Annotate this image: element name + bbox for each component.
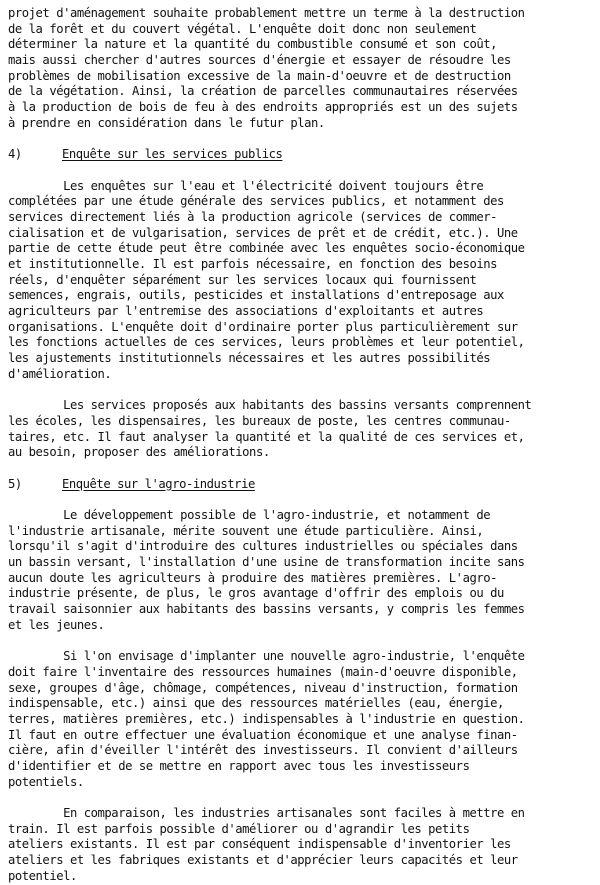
- text-line: d'amélioration.: [8, 366, 112, 381]
- text-line: En comparaison, les industries artisanales sont faciles à mettre en: [8, 806, 525, 821]
- text-line: d'identifier et de se mettre en rapport avec tous les investisseurs: [8, 759, 470, 773]
- text-line: et les jeunes.: [8, 617, 105, 632]
- text-line: doit faire l'inventaire des ressources humaines (main-d'oeuvre disponible,: [8, 664, 518, 679]
- text-line: complétées par une étude générale des services publics, et notamment des: [8, 194, 504, 209]
- text-line: semences, engrais, outils, pesticides et installations d'entreposage aux: [8, 288, 504, 303]
- section-5-paragraph-1: [8, 508, 590, 634]
- section-5-paragraph-2: [8, 649, 590, 790]
- section-4-paragraph-1: [8, 179, 590, 383]
- text-line: les ajustements institutionnels nécessaires et les autres possibilités: [8, 351, 491, 366]
- text-line: cière, afin d'éveiller l'intérêt des investisseurs. Il convient d'ailleurs: [8, 743, 518, 758]
- text-line: partie de cette étude peut être combinée avec les enquêtes socio-économique: [8, 241, 525, 256]
- text-line: train. Il est parfois possible d'améliorer ou d'agrandir les petits: [8, 821, 470, 836]
- text-line: Le développement possible de l'agro-industrie, et notamment de: [8, 508, 491, 522]
- section-number: 5): [8, 476, 22, 491]
- text-line: potentiels.: [8, 774, 84, 789]
- text-line: de la forêt et du couvert végétal. L'enquête doit donc non seulement: [8, 21, 477, 36]
- section-5-paragraph-3: [8, 806, 590, 884]
- text-line: aucun doute les agriculteurs à produire des matières premières. L'agro-: [8, 570, 498, 585]
- spacer: [8, 492, 590, 508]
- text-line: à prendre en considération dans le futur plan.: [8, 115, 325, 130]
- text-line: à la production de bois de feu à des endroits appropriés est un des sujets: [8, 100, 518, 115]
- text-line: un bassin versant, l'installation d'une usine de transformation incite sans: [8, 555, 525, 570]
- text-line: au besoin, proposer des améliorations.: [8, 445, 270, 460]
- section-4-heading: [8, 147, 590, 163]
- text-line: les fonctions actuelles de ces services, leurs problèmes et leur potentiel,: [8, 335, 525, 350]
- text-line: cialisation et de vulgarisation, services de prêt et de crédit, etc.). Une: [8, 225, 518, 240]
- intro-paragraph: [8, 6, 590, 132]
- text-line: ateliers existants. Il est par conséquent indispensable d'inventorier les: [8, 837, 511, 852]
- spacer: [8, 634, 590, 650]
- section-5-heading: [8, 477, 590, 493]
- text-line: Si l'on envisage d'implanter une nouvelle agro-industrie, l'enquête: [8, 649, 525, 664]
- section-4-paragraph-2: [8, 398, 590, 461]
- text-line: organisations. L'enquête doit d'ordinaire porter plus particulièrement sur: [8, 319, 518, 334]
- spacer: [8, 790, 590, 806]
- text-line: de la végétation. Ainsi, la création de parcelles communautaires réservées: [8, 84, 518, 99]
- text-line: taires, etc. Il faut analyser la quantité et la qualité de ces services et,: [8, 429, 525, 444]
- text-line: Il faut en outre effectuer une évaluation économique et une analyse finan-: [8, 727, 518, 742]
- section-title: Enquête sur les services publics: [62, 147, 283, 162]
- text-line: travail saisonnier aux habitants des bassins versants, y compris les femmes: [8, 602, 525, 617]
- text-line: potentiel.: [8, 868, 77, 883]
- text-line: mais aussi chercher d'autres sources d'énergie et essayer de résoudre les: [8, 53, 511, 68]
- text-line: projet d'aménagement souhaite probablement mettre un terme à la destruction: [8, 6, 525, 20]
- spacer: [8, 163, 590, 179]
- spacer: [8, 132, 590, 148]
- text-line: problèmes de mobilisation excessive de la main-d'oeuvre et de destruction: [8, 68, 511, 83]
- text-line: agriculteurs par l'entremise des associations d'exploitants et autres: [8, 304, 484, 319]
- text-line: industrie présente, de plus, le gros avantage d'offrir des emplois ou du: [8, 586, 504, 601]
- text-line: Les services proposés aux habitants des bassins versants comprennent: [8, 398, 532, 413]
- text-line: lorsqu'il s'agit d'introduire des cultures industrielles ou spéciales dans: [8, 539, 518, 554]
- text-line: ateliers et les fabriques existants et d'apprécier leurs capacités et leur: [8, 853, 518, 868]
- text-line: sexe, groupes d'âge, chômage, compétences, niveau d'instruction, formation: [8, 680, 518, 695]
- section-number: 4): [8, 147, 22, 162]
- text-line: l'industrie artisanale, mérite souvent une étude particulière. Ainsi,: [8, 523, 484, 538]
- text-line: Les enquêtes sur l'eau et l'électricité doivent toujours être: [8, 178, 484, 193]
- text-line: déterminer la nature et la quantité du combustible consumé et son coût,: [8, 37, 498, 52]
- text-line: réels, d'enquêter séparément sur les services locaux qui fournissent: [8, 272, 477, 287]
- section-title: Enquête sur l'agro-industrie: [62, 476, 255, 491]
- spacer: [8, 461, 590, 477]
- text-line: et institutionnelle. Il est parfois nécessaire, en fonction des besoins: [8, 257, 498, 271]
- text-line: les écoles, les dispensaires, les bureaux de poste, les centres communau-: [8, 413, 511, 428]
- text-line: services directement liés à la production agricole (services de commer-: [8, 209, 498, 224]
- spacer: [8, 383, 590, 399]
- text-line: terres, matières premières, etc.) indispensables à l'industrie en question.: [8, 711, 525, 726]
- text-line: indispensable, etc.) ainsi que des ressources matérielles (eau, énergie,: [8, 696, 504, 711]
